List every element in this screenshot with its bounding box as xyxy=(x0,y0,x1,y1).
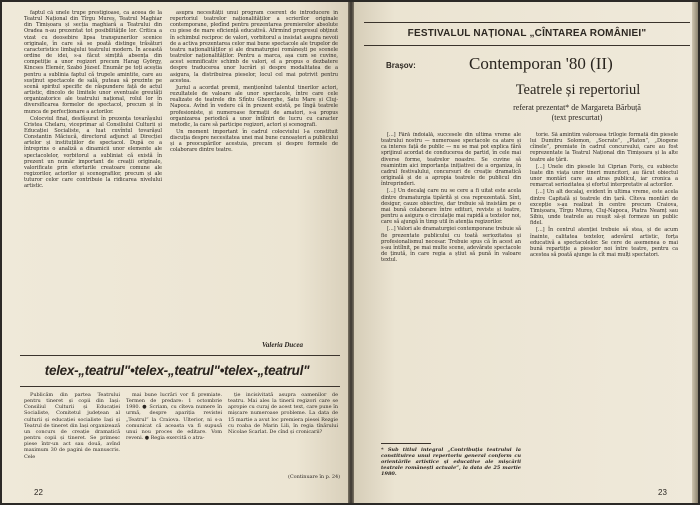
left-column-1 xyxy=(24,10,162,328)
left-col2-paragraph-3: Un moment important în cadrul colocviului l-a constituit discuția despre necesitatea unei mai bune cunoașteri a publicului și a preocupărilor acestuia, precum și despre formele de colaborare dintre teatre. xyxy=(170,128,338,154)
magazine-spread xyxy=(2,2,698,503)
footnote: * Sub titlul integral „Contribuția teatrului la constituirea unui repertoriu general conform cu orientările artistice și educative ale mișcării teatrale românești actuale”, la data de 25 martie 1980. xyxy=(381,447,521,477)
city-label: Brașov: xyxy=(386,61,416,70)
right-column-1 xyxy=(381,132,521,442)
right-col2-paragraph-1: torie. Să amintim valoroasa trilogie formată din piesele lui Dumitru Solomon, „Socrate”, „Platon”, „Diogene cîinele”, premiate în cadrul concursului, care au fost reprezentate la Teatrul Național din Timișoara și la alte teatre ale țării. xyxy=(530,132,678,163)
continuation-note: (Continuare în p. 24) xyxy=(287,474,340,480)
banner-top-rule xyxy=(20,355,340,356)
article-title: Contemporan '80 (II) xyxy=(469,54,613,73)
right-col1-paragraph-1: [...] Fără îndoială, succesele din ultima vreme ale teatrului nostru — numeroase spectacole ca atare și ca interes față de public — nu se mai pot explica fără sprijinul acordat de conducerea de partid, în cele mai diverse forme, teatrelor noastre. Se cuvine să reamintim aici importanța inițiativei de a organiza, în cadrul festivalului, concursuri de creație dramatică originală și de a apropia teatrele de publicul din întreprinderi. xyxy=(381,132,521,188)
right-col1-paragraph-2: [...] Un decalaj care nu se cere a fi uitat este acela dintre dramaturgia tipărită și cea reprezentată. Sînt, desigur, cauze obiective, dar trebuie să insistăm pe o mai bună colaborare între edituri, reviste și teatre, pentru a asigura o circulație mai rapidă a textelor noi, care să ajungă în timp util în atenția regizorilor. xyxy=(381,188,521,226)
page-number-right: 23 xyxy=(658,488,667,497)
left-col2-paragraph-1: asupra necesității unui program coerent de introducere în repertoriul teatrelor naționalităților a scrierilor originale contemporane, pledînd pentru prezentarea premierelor absolute cu piese de mare eficiență educativă. Afirmînd progresul obținut în schimbul reciproc de valori, vorbitorul a insistat asupra nevoii de a activa prezentarea celor mai bune spectacole ale trupelor de teatru naționalităților și ale dramaturgiei românești pe scenele teatrelor naționalităților. Pentru a marca, așa cum se cuvine, acest semnificativ schimb de valori, el a propus o dezbatere despre traducerea unor lucrări și despre modalitatea de a asigura, la distribuirea pieselor, locul cel mai potrivit pentru acestea. xyxy=(170,10,338,84)
right-page xyxy=(354,2,698,503)
article-note: (text prescurtat) xyxy=(551,113,603,122)
footnote-rule xyxy=(381,443,431,444)
telex-col2-text: mai bune lucrări vor fi premiate. Termen de predare: 1 octombrie 1980. ● Scriam, cu cîteva numere în urmă, despre apariția revistei „Teatrul” la Craiova. Ulterior, ni s-a comunicat că aceasta va fi supusă unui nou proces de editare. Vom reveni. ● Regia exercită o atra- xyxy=(126,392,222,442)
right-column-2 xyxy=(530,132,678,477)
telex-banner xyxy=(12,358,342,384)
left-col2-paragraph-2: Juriul a acordat premii, menționînd talentul tinerilor actori, rezultatele de valoare ale unor spectacole, între care cele realizate de teatrele din Sfîntu Gheorghe, Satu Mare și Cluj-Napoca. Avînd în vedere că în prezent există, pe lîngă teatrele profesioniste, și numeroase formații de amatori, s-a propus organizarea periodică a unor întîlniri de lucru cu caracter metodic, la care să participe regizori, actori și scenografi. xyxy=(170,84,338,128)
left-page xyxy=(2,2,348,503)
telex-banner-text: telex-„teatrul"•telex-„teatrul"•telex-„teatrul" xyxy=(44,363,310,378)
right-col2-paragraph-3: [...] Un alt decalaj, evident în ultima vreme, este acela dintre Capitală și teatrele din țară. Cîteva montări de excepție s-au realizat în centre precum Craiova, Timișoara, Tîrgu Mureș, Cluj-Napoca, Piatra Neamț sau Sibiu, unde teatrele au reușit să-și formeze un public fidel. xyxy=(530,189,678,227)
left-col1-paragraph-1: faptul că unele trupe prestigioase, ca aceea de la Teatrul Național din Tîrgu Mureș, Teatrul Maghiar din Timișoara și secția maghiară a Teatrului din Oradea n-au prezentat tot posibilitățile lor. Critica a vizat cu deosebire lipsa transpunerilor scenice originale, în care să se poată distinge trăsături caracteristice limbajului teatrului modern. În această ordine de idei, s-a făcut simțită absența din competiție a unor regizori precum Harag György, Kincses Elemér, Szabó József. Enumăr pe toți aceștia pentru a sublinia faptul că trupele amintite, care au susținut spectacole de sală, puteau să prezinte pe scenă spiritul specific de răspundere față de actul artistic, dincolo de limitele unor eventuale greutăți organizatorice ale teatrului național, rolul lor în diversificarea formelor de spectacol, precum și în munca de perfecționare a actorilor. xyxy=(24,10,162,115)
telex-column-1 xyxy=(24,392,120,480)
left-col1-paragraph-2: Colocviul final, desfășurat în prezența tovarășului Cristea Chelaru, viceprimar al Consiliului Culturii și Educației Socialiste, a luat cuvîntul tovarășul Constantin Măciucă, directorul adjunct al Direcției artelor și instituțiilor de spectacol. După ce a întreprins o analiză a dinamicii unor elemente ale spectacolelor, vorbitorul a subliniat că există în prezent un număr important de creații originale, valorificate prin eforturile creatoare comune ale regizorilor, actorilor și scenografilor, precum și ale tuturor celor care contribuie la ridicarea nivelului artistic. xyxy=(24,115,162,190)
article-byline: referat prezentat* de Margareta Bărbuță xyxy=(513,103,641,112)
page-edge xyxy=(692,2,698,503)
right-col2-paragraph-4: [...] În centrul atenției trebuie să stea, și de acum înainte, calitatea textelor, adevărul artistic, forța educativă a spectacolelor. Se cere de asemenea o mai bună repartiție a pieselor noi între teatre, pentru ca acestea să poată ajunge la cît mai mulți spectatori. xyxy=(530,227,678,258)
telex-column-3 xyxy=(228,392,338,472)
article-signature: Valeria Ducea xyxy=(262,341,304,349)
left-column-2 xyxy=(170,10,338,328)
banner-bottom-rule xyxy=(20,386,340,387)
festival-header: FESTIVALUL NAȚIONAL „CÎNTAREA ROMÂNIEI" xyxy=(364,22,690,46)
page-number-left: 22 xyxy=(34,488,43,497)
right-col2-paragraph-2: [...] Unele din piesele lui Ciprian Foriș, cu subiecte luate din viața unor tineri muncitori, au făcut obiectul unor montări care au atras publicul, iar cronica a remarcat seriozitatea și efortul interpretativ al actorilor. xyxy=(530,163,678,189)
telex-column-2 xyxy=(126,392,222,480)
telex-col1-text: Publicăm din partea Teatrului pentru tineret și copii din Iași: Consiliul Culturii și Educației Socialiste, Comitetul județean al culturii și educației socialiste Iași și Teatrul de tineret din Iași organizează un concurs de creație dramatică pentru copii și tineret. Se primesc piese într-un act sau două, avînd maximum 30 de pagini de manuscris. Cele xyxy=(24,392,120,460)
telex-col3-text: ție incisivitată asupra oamenilor de teatru. Mai ales la tinerii regizori care se apropie cu curaj de acest text, care pune în mișcare numeroase probleme. La data de 15 martie a avut loc premiera piesei Rezgie cu roaba de Marin Lili, în regia tînărului Nicolae Scarlat. De cînd și cronicarii? xyxy=(228,392,338,435)
right-col1-paragraph-3: [...] Valori ale dramaturgiei contemporane trebuie să fie prezentate publicului cu toată seriozitatea și profesionalismul necesar. Trebuie spus că în acest an s-au întîlnit, pe mai multe scene, adevărate spectacole de ținută, în care regia a știut să pună în valoare textul. xyxy=(381,226,521,264)
article-subtitle: Teatrele și repertoriul xyxy=(515,82,641,98)
